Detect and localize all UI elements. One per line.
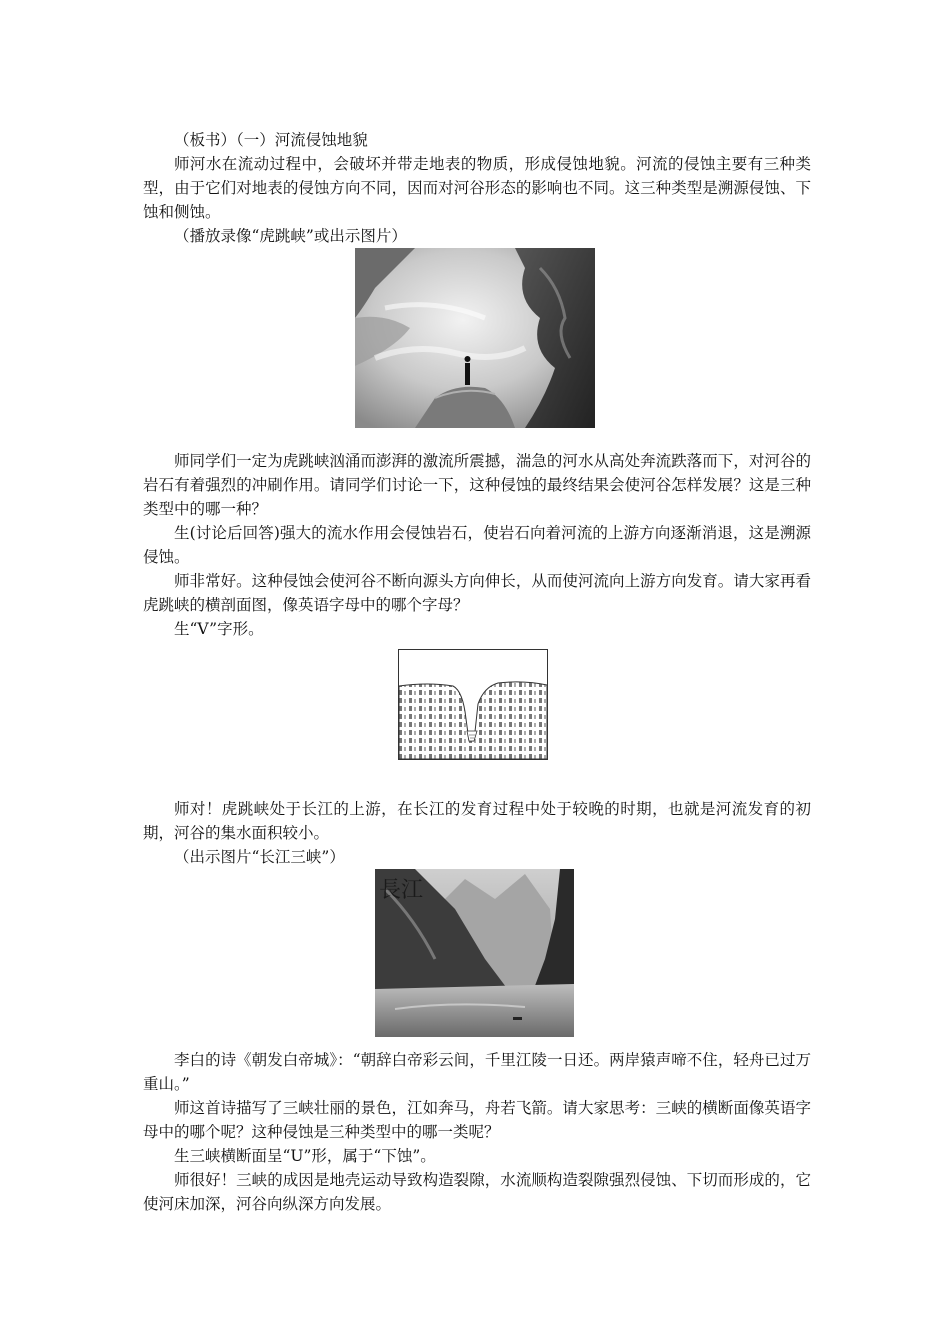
paragraph: 师对！虎跳峡处于长江的上游，在长江的发育过程中处于较晚的时期，也就是河流发育的初期，河谷的集水面积较小。 [143, 800, 811, 842]
paragraph: （播放录像“虎跳峡”或出示图片） [174, 227, 407, 245]
tiger-leaping-gorge-photo [355, 248, 595, 428]
paragraph: 生“V”字形。 [174, 620, 264, 638]
text-block-3 [143, 797, 811, 869]
text-block-4 [143, 1048, 811, 1216]
paragraph: （出示图片“长江三峡”） [174, 848, 345, 866]
v-shaped-valley-diagram [398, 649, 548, 760]
paragraph: 生(讨论后回答)强大的流水作用会侵蚀岩石，使岩石向着河流的上游方向逐渐消退，这是溯源侵蚀。 [143, 524, 811, 566]
paragraph: 师河水在流动过程中，会破坏并带走地表的物质，形成侵蚀地貌。河流的侵蚀主要有三种类型，由于它们对地表的侵蚀方向不同，因而对河谷形态的影响也不同。这三种类型是溯源侵蚀、下蚀和侧蚀。 [143, 155, 811, 221]
paragraph: 生三峡横断面呈“U”形，属于“下蚀”。 [174, 1147, 436, 1165]
paragraph: 师非常好。这种侵蚀会使河谷不断向源头方向伸长，从而使河流向上游方向发育。请大家再看虎跳峡的横剖面图，像英语字母中的哪个字母？ [143, 572, 811, 614]
paragraph: 师这首诗描写了三峡壮丽的景色，江如奔马，舟若飞箭。请大家思考：三峡的横断面像英语字母中的哪个呢？这种侵蚀是三种类型中的哪一类呢？ [143, 1099, 811, 1141]
paragraph: 师很好！三峡的成因是地壳运动导致构造裂隙，水流顺构造裂隙强烈侵蚀、下切而形成的，它使河床加深，河谷向纵深方向发展。 [143, 1171, 811, 1213]
photo-caption: 長江 [379, 878, 424, 903]
paragraph: 师同学们一定为虎跳峡汹涌而澎湃的激流所震撼，湍急的河水从高处奔流跌落而下，对河谷的岩石有着强烈的冲刷作用。请同学们讨论一下，这种侵蚀的最终结果会使河谷怎样发展？这是三种类型中的哪一种？ [143, 452, 811, 518]
text-block-1 [143, 128, 811, 248]
text-block-2 [143, 449, 811, 641]
heading-paragraph: （板书）（一）河流侵蚀地貌 [174, 131, 368, 149]
paragraph: 李白的诗《朝发白帝城》：“朝辞白帝彩云间，千里江陵一日还。两岸猿声啼不住，轻舟已过万重山。” [143, 1051, 811, 1093]
three-gorges-photo [375, 869, 574, 1037]
